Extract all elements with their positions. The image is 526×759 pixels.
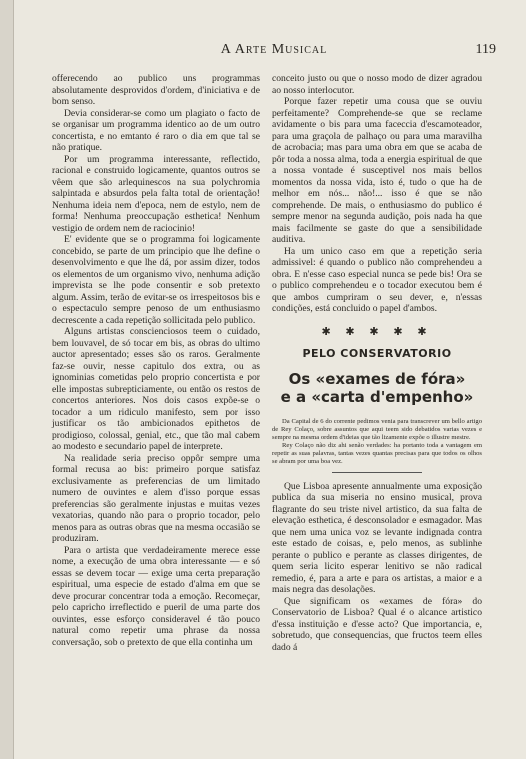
- paragraph: Alguns artistas conscienciosos teem o cuidado, bem louvavel, de só tocar em bis, as obras do ultimo auctor apresentado; esses são os raros. Geralmente faz-se ouvir, nesse capitulo dos extra, ou as ignominias cometidas pelo proprio concertista e por elle impostas subrepticiamente, ou então os restos de concertos anteriores. Nos dois casos expõe-se o tocador a um ridiculo manifesto, sem por isso justificar os tão ambicionados epithetos de prodigioso, colossal, genial, etc., que tão mal cabem ao modesto e secundario papel de interprete.: [52, 326, 260, 452]
- left-column: [52, 73, 260, 648]
- intro-paragraph: Da Capital de 6 do corrente pedimos venia para transcrever um bello artigo de Rey Colaço, sobre assuntos que aqui teem sido debatidos varias vezes e sempre na mesma ordem d'ideias que tão lizamente expõe o illustre mestre.: [272, 417, 482, 441]
- paragraph: Porque fazer repetir uma cousa que se ouviu perfeitamente? Comprehende-se que se reclame avidamente o bis para uma faceccia d'escamoteador, para uma graçola de palhaço ou para uma maravilha de acrobacia; mas para uma obra em que se acaba de pôr toda a nossa alma, toda a energia espiritual de que a nossa vontade é susceptivel nos mais bellos momentos da nossa vida, isto é, tudo o que ha de melhor em nós... não!... isso é que se não comprehende. De mais, o enthusiasmo do publico é sempre menor na segunda audição, pois nada ha que mais facilmente se gaste do que a sensibilidade auditiva.: [272, 96, 482, 245]
- running-title: A Arte Musical: [220, 42, 328, 57]
- paragraph: conceito justo ou que o nosso modo de dizer agradou ao nosso interlocutor.: [272, 73, 482, 96]
- article-headline: Os «exames de fóra»: [288, 369, 466, 388]
- paragraph: Ha um unico caso em que a repetição seria admissivel: é quando o publico não comprehendeu a obra. E n'esse caso especial nunca se pede bis! Ora se o publico comprehendeu e o tocador executou bem é que ambos cumpriram o seu dever, e, n'essas condições, está concluido o papel d'ambos.: [272, 245, 482, 314]
- page-number: 119: [475, 42, 496, 57]
- paragraph: Para o artista que verdadeiramente merece esse nome, a execução de uma obra interessante — e só essas se devem tocar — exige uma certa preparação espiritual, uma especie de estado d'alma em que se deve procurar concentrar toda a emoção. Recomeçar, pelo capricho irreflectido e pueril de uma parte dos ouvintes, esse esforço consideravel é tão pouco natural como repetir uma phrase da nossa conversação, sob o pretexto de que ella continha um: [52, 544, 260, 648]
- page-header: [52, 42, 496, 58]
- paragraph: Que significam os «exames de fóra» do Conservatorio de Lisboa? Qual é o alcance artistico d'essa instituição e d'esse acto? Que importancia, e, sobretudo, que consequencias, que fructos teem elles dado á: [272, 595, 482, 653]
- section-title: PELO CONSERVATORIO: [302, 347, 452, 360]
- adjacent-page-edge: [0, 0, 14, 759]
- paragraph: Por um programma interessante, reflectido, racional e construido logicamente, quantos outros se vêem que são arlequinescos na sua polychromia salpintada e absurdos pela falta total de orientação! Nenhuma ideia nem d'epoca, nem de estylo, nem de forma! Nenhuma preoccupação esthetica! Nenhum vestigio de ordem nem de raciocinio!: [52, 153, 260, 234]
- paragraph: Devia considerar-se como um plagiato o facto de se organisar um programma identico ao de um outro concertista, e no emtanto é raro o dia em que tal se não pratique.: [52, 107, 260, 153]
- intro-paragraph: Rey Colaço não diz ahi senão verdades: ha portanto toda a vantagem em repetir as suas palavras, tantas vezes quantas precisas para que todos os olhos se abram por uma boa vez.: [272, 441, 482, 465]
- divider-rule: [332, 472, 422, 473]
- article-headline-continued: e a «carta d'empenho»: [280, 387, 474, 406]
- article-intro: [272, 418, 482, 466]
- paragraph: Na realidade seria preciso oppôr sempre uma formal recusa ao bis: primeiro porque satisfaz exclusivamente as preferencias de um limitado numero de ouvintes e alem d'isso porque essas preferencias são geralmente injustas e muitas vezes vexatorias, quando não para o proprio tocador, pelo menos para as outras obras que na mesma occasião se produziram.: [52, 452, 260, 544]
- paragraph: Que Lisboa apresente annualmente uma exposição publica da sua miseria no ensino musical, prova flagrante do seu triste nivel artistico, da sua falta de elevação esthetica, é desconsolador e esmagador. Mas que nem uma unica voz se levante indignada contra este estado de coisas, e, pelo menos, as sublinhe perante o publico e perante as classes dirigentes, de quem seria licito esperar lenitivo se não radical remedio, é, para a arte e para os artistas, a maior e a mais negra das desolações.: [272, 480, 482, 595]
- right-column: [272, 73, 482, 653]
- section-divider-stars: ✱ ✱ ✱ ✱ ✱: [321, 325, 433, 338]
- paragraph: offerecendo ao publico uns programmas absolutamente desprovidos d'ordem, d'iniciativa e de bom senso.: [52, 73, 260, 107]
- paragraph: E' evidente que se o programma foi logicamente concebido, se parte de um principio que lhe define o desenvolvimento e que lhe dá, por assim dizer, todos os elementos de um organismo vivo, nenhuma adição imprevista se lhe pode consentir e sob pretexto algum. Assim, terão de evitar-se os irrespeitosos bis e o espectaculo sempre penoso de um enthusiasmo decrescente a cada repetição sollicitada pelo publico.: [52, 234, 260, 326]
